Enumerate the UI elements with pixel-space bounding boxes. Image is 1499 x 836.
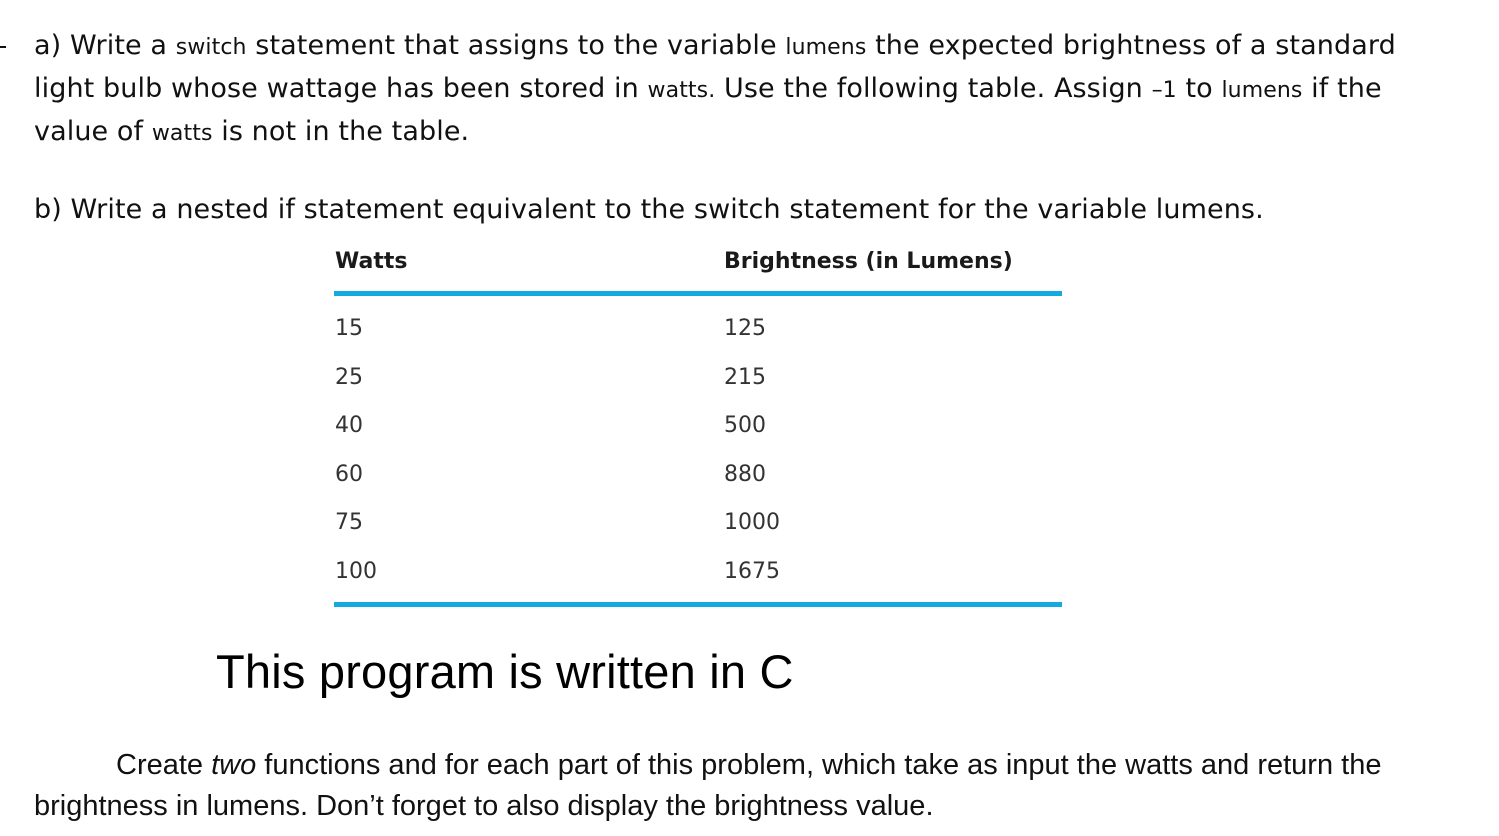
part-a-text: if the value of	[34, 73, 1382, 147]
lumens-cell: 215	[724, 365, 766, 390]
part-a-text: a) Write a	[34, 30, 176, 61]
column-header-watts: Watts	[335, 249, 408, 274]
code-watts: watts.	[647, 78, 716, 103]
margin-dash	[0, 46, 6, 48]
language-headline: This program is written in C	[216, 645, 794, 698]
table-row	[334, 462, 1062, 510]
table-row	[334, 559, 1062, 607]
table-row	[334, 365, 1062, 413]
part-a-text: the expected brightness of a standard light bulb whose wattage has been stored in	[34, 30, 1396, 104]
part-b-paragraph: b) Write a nested if statement equivalent to the switch statement for the variable lumens.	[34, 194, 1264, 225]
code-lumens: lumens	[785, 35, 867, 60]
instructions-paragraph	[34, 745, 1434, 827]
wattage-table	[334, 244, 1062, 610]
part-a-text: is not in the table.	[212, 116, 470, 147]
watts-cell: 15	[335, 316, 363, 341]
code-lumens: lumens	[1221, 78, 1303, 103]
lumens-cell: 500	[724, 413, 766, 438]
lumens-cell: 1675	[724, 559, 780, 584]
table-top-rule	[334, 291, 1062, 296]
watts-cell: 40	[335, 413, 363, 438]
instructions-text: Create	[116, 749, 212, 781]
part-a-text: to	[1176, 73, 1222, 104]
part-a-text: Use the following table. Assign	[715, 73, 1152, 104]
table-row	[334, 413, 1062, 461]
watts-cell: 25	[335, 365, 363, 390]
table-row	[334, 510, 1062, 558]
column-header-brightness: Brightness (in Lumens)	[724, 249, 1013, 274]
part-a-text: statement that assigns to the variable	[246, 30, 786, 61]
instructions-emphasis: two	[211, 749, 257, 781]
watts-cell: 100	[335, 559, 377, 584]
watts-cell: 75	[335, 510, 363, 535]
part-a-paragraph	[34, 25, 1434, 154]
watts-cell: 60	[335, 462, 363, 487]
code-negative-one: –1	[1151, 78, 1177, 103]
table-bottom-rule	[334, 602, 1062, 607]
lumens-cell: 125	[724, 316, 766, 341]
code-watts: watts	[151, 121, 213, 146]
table-row	[334, 316, 1062, 364]
lumens-cell: 880	[724, 462, 766, 487]
instructions-text: functions and for each part of this problem, which take as input the watts and return the brightness in lumens. Don’t forget to also display the brightness value.	[34, 749, 1382, 822]
lumens-cell: 1000	[724, 510, 780, 535]
code-switch: switch	[175, 35, 247, 60]
